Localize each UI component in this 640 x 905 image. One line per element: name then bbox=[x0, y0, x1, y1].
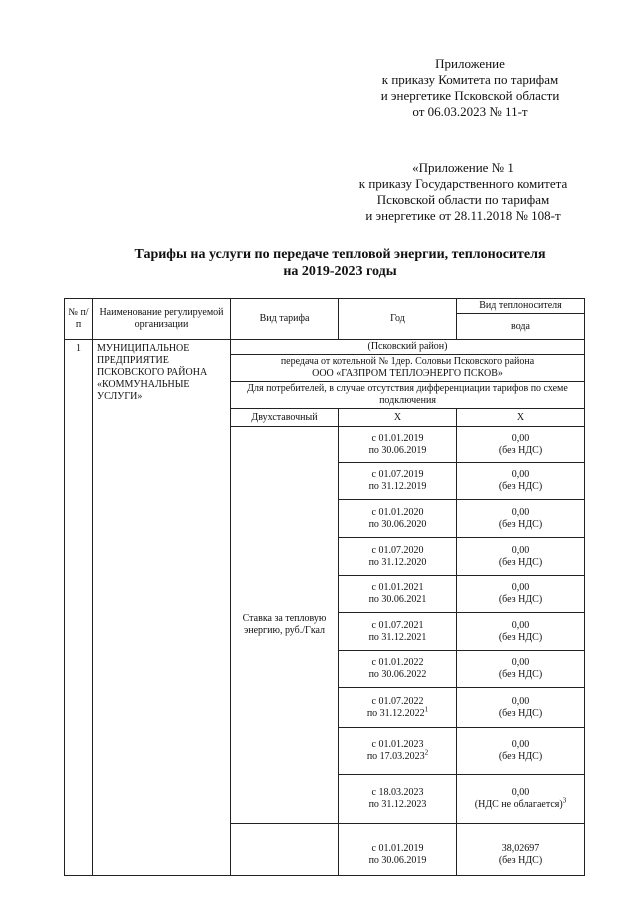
period-to: по 30.06.2019 bbox=[368, 855, 427, 867]
tariff-value: 0,00 bbox=[511, 695, 530, 707]
original-header-line: «Приложение № 1 bbox=[412, 160, 514, 175]
period-cell bbox=[339, 538, 457, 576]
header-carrier-water: вода bbox=[457, 314, 585, 340]
period-cell bbox=[339, 688, 457, 728]
tariff-value-cell bbox=[457, 576, 585, 613]
tariff-value-cell bbox=[457, 500, 585, 538]
period-from: с 01.07.2021 bbox=[371, 619, 424, 631]
vat-note: (без НДС) bbox=[498, 444, 543, 456]
vat-line bbox=[459, 594, 582, 606]
original-header-line: к приказу Государственного комитета bbox=[358, 176, 568, 191]
two-part-value: X bbox=[457, 409, 585, 427]
tariff-table bbox=[64, 298, 585, 876]
header-org: Наименование регулируемой организации bbox=[93, 299, 231, 340]
period-to-line bbox=[341, 705, 454, 720]
period-to: по 30.06.2019 bbox=[368, 444, 427, 456]
approval-header-line: и энергетике Псковской области bbox=[380, 88, 560, 103]
period-to: по 31.12.2021 bbox=[368, 631, 427, 643]
period-from: с 01.01.2019 bbox=[371, 843, 424, 855]
approval-header-line: от 06.03.2023 № 11-т bbox=[412, 104, 528, 119]
header-num: № п/п bbox=[65, 299, 93, 340]
tariff-value: 0,00 bbox=[511, 619, 530, 631]
two-part-tariff-label: Двухставочный bbox=[231, 409, 339, 427]
period-from: с 01.07.2019 bbox=[371, 469, 424, 480]
vat-line bbox=[459, 557, 582, 569]
period-cell bbox=[339, 728, 457, 775]
two-part-year: X bbox=[339, 409, 457, 427]
source-line: ООО «ГАЗПРОМ ТЕПЛОЭНЕРГО ПСКОВ» bbox=[312, 368, 503, 379]
period-cell bbox=[339, 613, 457, 651]
title-line: Тарифы на услуги по передаче тепловой энергии, теплоносителя bbox=[134, 247, 546, 262]
footnote-mark: 1 bbox=[424, 705, 429, 714]
period-to-line bbox=[341, 632, 454, 644]
tariff-value-cell bbox=[457, 538, 585, 576]
period-to: по 30.06.2022 bbox=[368, 669, 427, 680]
period-to-line bbox=[341, 557, 454, 569]
tariff-value: 0,00 bbox=[511, 469, 530, 480]
period-to-line bbox=[341, 594, 454, 606]
tariff-value: 0,00 bbox=[511, 544, 530, 556]
original-header-line: и энергетике от 28.11.2018 № 108-т bbox=[365, 208, 561, 223]
period-from: с 01.01.2019 bbox=[371, 432, 424, 444]
tariff-value-cell bbox=[457, 836, 585, 876]
approval-header bbox=[350, 56, 590, 120]
period-to: по 30.06.2021 bbox=[368, 594, 427, 605]
tariff-value-cell bbox=[457, 651, 585, 688]
district-label: (Псковский район) bbox=[231, 340, 585, 355]
consumers-note: Для потребителей, в случае отсутствия дифференциации тарифов по схеме подключения bbox=[231, 382, 585, 409]
vat-note: (без НДС) bbox=[498, 669, 543, 680]
period-to: по 31.12.2019 bbox=[368, 481, 427, 492]
approval-header-line: Приложение bbox=[435, 56, 505, 71]
tariff-value: 0,00 bbox=[511, 506, 530, 518]
tariff-value: 0,00 bbox=[511, 657, 530, 668]
tariff-value: 0,00 bbox=[511, 582, 530, 593]
tariff-value-cell bbox=[457, 688, 585, 728]
next-block-label bbox=[231, 824, 339, 876]
tariff-value-cell bbox=[457, 728, 585, 775]
period-to: по 30.06.2020 bbox=[368, 518, 427, 530]
period-from: с 01.01.2023 bbox=[371, 739, 424, 750]
vat-line bbox=[459, 751, 582, 763]
period-cell bbox=[339, 500, 457, 538]
period-cell bbox=[339, 775, 457, 824]
vat-note: (без НДС) bbox=[498, 556, 543, 568]
original-header-line: Псковской области по тарифам bbox=[376, 192, 550, 207]
header-year: Год bbox=[339, 299, 457, 340]
tariff-value: 0,00 bbox=[511, 739, 530, 750]
vat-note: (без НДС) bbox=[498, 855, 543, 867]
vat-note: (без НДС) bbox=[498, 707, 543, 719]
row-number: 1 bbox=[65, 340, 93, 876]
footnote-mark: 2 bbox=[424, 748, 429, 757]
tariff-value-cell bbox=[457, 463, 585, 500]
vat-line bbox=[459, 708, 582, 720]
source-label bbox=[231, 355, 585, 382]
vat-line bbox=[459, 445, 582, 457]
period-to-line bbox=[341, 481, 454, 493]
vat-line bbox=[459, 519, 582, 531]
period-to-line bbox=[341, 519, 454, 531]
vat-note: (без НДС) bbox=[498, 751, 543, 762]
period-to: по 31.12.2022 bbox=[366, 707, 425, 719]
period-from: с 01.01.2021 bbox=[371, 582, 424, 593]
footnote-mark: 3 bbox=[562, 796, 567, 805]
organization-name: МУНИЦИПАЛЬНОЕ ПРЕДПРИЯТИЕ ПСКОВСКОГО РАЙОНА «КОММУНАЛЬНЫЕ УСЛУГИ» bbox=[93, 340, 231, 876]
energy-rate-label: Ставка за тепловую энергию, руб./Гкал bbox=[231, 427, 339, 824]
period-to-line bbox=[341, 669, 454, 681]
vat-note: (без НДС) bbox=[498, 631, 543, 643]
tariff-value: 0,00 bbox=[511, 432, 530, 444]
vat-note: (без НДС) bbox=[498, 518, 543, 530]
period-to-line bbox=[341, 445, 454, 457]
tariff-value-cell bbox=[457, 427, 585, 463]
period-from: с 01.01.2022 bbox=[371, 657, 424, 668]
vat-line bbox=[459, 481, 582, 493]
vat-note: (без НДС) bbox=[498, 594, 543, 605]
tariff-value: 38,02697 bbox=[501, 843, 540, 855]
period-to: по 31.12.2023 bbox=[368, 799, 427, 810]
vat-note: (НДС не облагается) bbox=[474, 799, 563, 810]
vat-note: (без НДС) bbox=[498, 481, 543, 492]
period-cell bbox=[339, 651, 457, 688]
tariff-value: 0,00 bbox=[511, 787, 530, 798]
approval-header-line: к приказу Комитета по тарифам bbox=[381, 72, 559, 87]
period-cell bbox=[339, 836, 457, 876]
source-line: передача от котельной № 1дер. Соловьи Псковского района bbox=[280, 356, 535, 367]
vat-line bbox=[459, 632, 582, 644]
title-line: на 2019-2023 годы bbox=[283, 264, 397, 279]
period-from: с 01.01.2020 bbox=[371, 506, 424, 518]
period-to-line bbox=[341, 799, 454, 811]
header-carrier-group: Вид теплоносителя bbox=[457, 299, 585, 314]
period-from: с 01.07.2022 bbox=[371, 695, 424, 707]
period-from: с 18.03.2023 bbox=[371, 787, 424, 798]
document-title bbox=[60, 246, 620, 280]
period-cell bbox=[339, 427, 457, 463]
period-to-line bbox=[341, 748, 454, 763]
header-tariff-type: Вид тарифа bbox=[231, 299, 339, 340]
period-cell bbox=[339, 576, 457, 613]
period-to: по 31.12.2020 bbox=[368, 556, 427, 568]
vat-line bbox=[459, 669, 582, 681]
vat-line bbox=[459, 796, 582, 811]
period-from: с 01.07.2020 bbox=[371, 544, 424, 556]
tariff-value-cell bbox=[457, 613, 585, 651]
period-to: по 17.03.2023 bbox=[366, 751, 425, 762]
original-order-header bbox=[318, 160, 608, 224]
tariff-value-cell bbox=[457, 775, 585, 824]
period-cell bbox=[339, 463, 457, 500]
